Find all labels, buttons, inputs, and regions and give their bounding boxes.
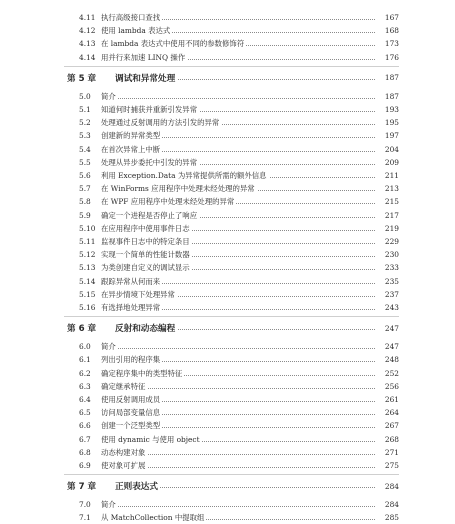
entry-page: 197 [375,129,399,142]
entry-title: 使用 dynamic 与使用 object [101,434,200,444]
chapter-number: 第 5 章 [67,73,97,84]
entry-number: 5.5 [79,157,91,167]
entry-title: 实现一个简单的性能计数器 [101,250,190,260]
toc-entry [0,511,455,524]
entry-page: 229 [375,235,399,248]
toc-entry [0,340,455,353]
entry-title: 创建一个泛型类型 [101,421,161,431]
entry-number: 5.13 [79,263,96,273]
chapter-page: 247 [375,324,399,333]
entry-page: 247 [375,340,399,353]
entry-page: 264 [375,406,399,419]
entry-number: 6.4 [79,395,91,404]
entry-title: 在首次异常上中断 [101,144,161,154]
entry-number: 5.2 [79,118,91,128]
entry-page: 230 [375,248,399,261]
entry-number: 5.15 [79,289,96,299]
chapter-number: 第 7 章 [67,482,97,493]
entry-page: 173 [375,37,399,50]
entry-page: 285 [375,511,399,524]
entry-title: 在应用程序中使用事件日志 [101,223,190,233]
entry-page: 168 [375,24,399,37]
dot-leader [101,348,399,349]
entry-title: 利用 Exception.Data 为异常提供所需的额外信息 [101,171,267,180]
toc-entry [0,433,455,446]
entry-number: 6.3 [79,381,91,391]
entry-title: 使用反射调用成员 [101,395,161,404]
entry-page: 275 [375,459,399,472]
entry-title: 使对象可扩展 [101,461,146,470]
toc-entry [0,406,455,419]
entry-number: 5.6 [79,171,91,180]
entry-number: 6.6 [79,421,91,431]
entry-number: 5.3 [79,131,91,141]
entry-title: 在 lambda 表达式中使用不同的参数修饰符 [101,39,245,49]
entry-page: 268 [375,433,399,446]
toc-entry [0,11,455,24]
chapter-title: 调试和异常处理 [115,73,176,84]
entry-title: 在异步情境下处理异常 [101,289,175,299]
entry-title: 处理通过反射调用的方法引发的异常 [101,118,220,128]
entry-title: 动态构建对象 [101,447,146,457]
toc-entry [0,498,455,511]
entry-title: 确定继承特征 [101,381,146,391]
entry-page: 261 [375,393,399,406]
entry-number: 5.16 [79,303,96,312]
entry-number: 5.14 [79,276,96,286]
entry-number: 4.13 [79,39,96,49]
entry-number: 6.0 [79,342,91,352]
toc-entry [0,459,455,472]
entry-number: 6.7 [79,434,91,444]
entry-title: 执行高级接口查找 [101,13,161,22]
chapter-divider [64,316,399,317]
chapter-heading [0,476,455,496]
dot-leader [101,98,399,99]
entry-number: 4.11 [79,13,96,22]
entry-title: 知道何时捕获并重新引发异常 [101,105,198,114]
entry-page: 233 [375,261,399,274]
entry-title: 监视事件日志中的特定条目 [101,237,190,246]
entry-page: 215 [375,195,399,208]
entry-title: 简介 [101,342,116,352]
entry-number: 7.0 [79,500,91,510]
toc-entry [0,275,455,288]
entry-number: 6.1 [79,355,91,365]
entry-page: 187 [375,90,399,103]
toc-entry [0,248,455,261]
toc-entry [0,222,455,235]
entry-page: 193 [375,103,399,116]
toc-entry [0,209,455,222]
entry-number: 5.4 [79,144,91,154]
entry-number: 6.5 [79,408,91,418]
chapter-page: 187 [375,73,399,82]
entry-number: 6.9 [79,461,91,470]
entry-page: 237 [375,288,399,301]
entry-title: 简介 [101,500,116,510]
entry-number: 5.10 [79,223,96,233]
entry-number: 5.11 [79,237,96,246]
entry-page: 284 [375,498,399,511]
entry-number: 5.0 [79,91,91,101]
toc-entry [0,235,455,248]
entry-title: 跟踪异常从何而来 [101,276,161,286]
chapter-divider [64,474,399,475]
toc-entry [0,288,455,301]
toc-entry [0,195,455,208]
entry-title: 确定程序集中的类型特征 [101,368,183,378]
toc-entry [0,169,455,182]
entry-page: 176 [375,51,399,64]
toc-entry [0,24,455,37]
toc-entry [0,129,455,142]
entry-page: 219 [375,222,399,235]
toc-entry [0,301,455,314]
entry-page: 243 [375,301,399,314]
entry-number: 5.9 [79,210,91,220]
toc-entry [0,103,455,116]
entry-number: 5.12 [79,250,96,260]
entry-page: 213 [375,182,399,195]
entry-title: 确定一个进程是否停止了响应 [101,210,198,220]
entry-page: 195 [375,116,399,129]
entry-title: 创建新的异常类型 [101,131,161,141]
toc-entry [0,353,455,366]
entry-number: 4.14 [79,52,96,62]
toc-entry [0,367,455,380]
entry-number: 5.7 [79,184,91,194]
chapter-page: 284 [375,482,399,491]
entry-title: 在 WPF 应用程序中处理未经处理的异常 [101,197,235,207]
entry-page: 167 [375,11,399,24]
chapter-title: 正则表达式 [115,482,158,493]
entry-title: 用并行来加速 LINQ 操作 [101,52,186,62]
entry-title: 列出引用的程序集 [101,355,161,365]
toc-entry [0,116,455,129]
toc-entry [0,156,455,169]
toc-entry [0,143,455,156]
entry-page: 204 [375,143,399,156]
toc-entry [0,37,455,50]
entry-title: 使用 lambda 表达式 [101,26,171,36]
entry-number: 7.1 [79,513,91,523]
entry-number: 6.8 [79,447,91,457]
entry-number: 5.1 [79,105,91,114]
chapter-title: 反射和动态编程 [115,324,176,335]
entry-page: 235 [375,275,399,288]
toc-entry [0,90,455,103]
chapter-heading [0,68,455,88]
entry-title: 在 WinForms 应用程序中处理未经处理的异常 [101,184,255,194]
entry-title: 访问局部变量信息 [101,408,161,418]
toc-entry [0,261,455,274]
entry-number: 6.2 [79,368,91,378]
entry-page: 267 [375,419,399,432]
entry-title: 有选择地处理异常 [101,303,161,312]
entry-page: 211 [375,169,399,182]
chapter-heading [0,318,455,338]
entry-number: 4.12 [79,26,96,36]
chapter-divider [64,66,399,67]
entry-title: 处理从异步委托中引发的异常 [101,157,198,167]
toc-entry [0,419,455,432]
toc-entry [0,446,455,459]
entry-page: 209 [375,156,399,169]
entry-page: 248 [375,353,399,366]
toc-entry [0,380,455,393]
entry-title: 简介 [101,91,116,101]
entry-page: 256 [375,380,399,393]
toc-entry [0,182,455,195]
entry-page: 271 [375,446,399,459]
entry-page: 252 [375,367,399,380]
entry-number: 5.8 [79,197,91,207]
entry-page: 217 [375,209,399,222]
toc-entry [0,51,455,64]
toc-entry [0,393,455,406]
chapter-number: 第 6 章 [67,324,97,335]
entry-title: 为类创建自定义的调试显示 [101,263,190,273]
entry-title: 从 MatchCollection 中提取组 [101,513,205,523]
